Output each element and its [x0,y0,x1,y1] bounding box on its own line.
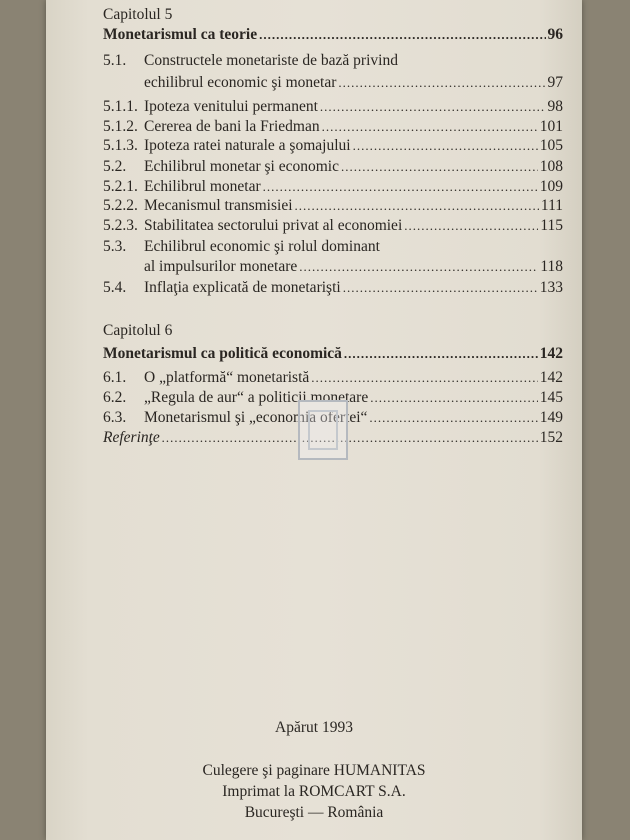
toc-entry-number: 5.2.1. [103,178,138,195]
toc-entry-page: 118 [540,258,563,275]
toc-dot-leader [311,368,537,388]
toc-dot-leader [320,97,546,117]
toc-entry [103,368,563,388]
toc-entry-title: Stabilitatea sectorului privat al economiei [144,217,403,234]
toc-entry [103,278,563,298]
toc-entry-title: Referinţe [103,429,160,446]
toc-entry-title: Inflaţia explicată de monetarişti [144,279,341,296]
toc-entry-number: 5.1.3. [103,137,138,154]
toc-entry-title: Echilibrul monetar [144,178,261,195]
toc-entry [103,237,563,257]
toc-entry-number: 5.1. [103,52,127,69]
toc-entry-title: Ipoteza venitului permanent [144,98,318,115]
imprint-printer: Imprimat la ROMCART S.A. [222,783,406,800]
toc-entry-page: 101 [539,118,563,135]
toc-entry-title: Monetarismul ca teorie [103,26,258,43]
toc-dot-leader [343,278,538,298]
toc-entry-number: 5.1.2. [103,118,138,135]
toc-entry-title: al impulsurilor monetare [144,258,298,275]
toc-entry-page: 133 [539,279,563,296]
toc-dot-leader [341,157,538,177]
toc-entry-page: 98 [547,98,563,115]
toc-dot-leader [162,428,538,448]
toc-entry-page: 115 [540,217,563,234]
toc-dot-leader [322,117,538,137]
toc-entry-number: 5.3. [103,238,127,255]
toc-entry-page: 105 [539,137,563,154]
toc-dot-leader [369,408,537,428]
toc-entry [103,216,563,236]
toc-entry [103,196,563,216]
toc-entry-number: 5.2.3. [103,217,138,234]
toc-entry-page: 111 [540,197,563,214]
toc-chapter-title [103,344,563,364]
toc-entry-page: 142 [539,345,563,362]
toc-dot-leader [263,177,538,197]
toc-entry-page: 152 [539,429,563,446]
toc-entry-number: 6.3. [103,409,127,426]
toc-dot-leader [404,216,538,236]
toc-entry-title: Cererea de bani la Friedman [144,118,320,135]
toc-entry-number: 5.4. [103,279,127,296]
library-sticker [298,400,348,460]
toc-entry-page: 149 [539,409,563,426]
toc-entry-title: Ipoteza ratei naturale a şomajului [144,137,351,154]
toc-entry-title: echilibrul economic şi monetar [144,74,337,91]
toc-entry-page: 96 [547,26,563,43]
toc-entry [103,177,563,197]
toc-entry [103,157,563,177]
toc-entry [103,136,563,156]
toc-dot-leader [259,25,545,45]
toc-entry-title: Echilibrul monetar şi economic [144,158,339,175]
toc-entry-number: 6.1. [103,369,127,386]
toc-dot-leader [353,136,538,156]
toc-dot-leader [344,344,538,364]
toc-chapter-title [103,25,563,45]
toc-entry-number: 5.2.2. [103,197,138,214]
toc-entry-number: 5.2. [103,158,127,175]
toc-entry-page: 108 [539,158,563,175]
toc-entry-title: Mecanismul transmisiei [144,197,293,214]
toc-entry-title: Constructele monetariste de bază privind [144,52,398,69]
toc-entry [103,73,563,93]
toc-entry-title: Echilibrul economic şi rolul dominant [144,238,380,255]
imprint-city: Bucureşti — România [244,804,384,821]
toc-entry-number: 6.2. [103,389,127,406]
toc-entry-title: O „platformă“ monetaristă [144,369,310,386]
imprint-published: Apărut 1993 [275,719,353,736]
toc-entry [103,51,563,71]
toc-dot-leader [299,257,538,277]
toc-entry [103,257,563,277]
toc-dot-leader [295,196,539,216]
book-page [46,0,582,840]
toc-dot-leader [338,73,545,93]
toc-entry-page: 109 [539,178,563,195]
toc-entry [103,97,563,117]
imprint-typesetting: Culegere şi paginare HUMANITAS [202,762,426,779]
toc-entry-title: Monetarismul şi „economia ofertei“ [144,409,368,426]
chapter-6-heading: Capitolul 6 [103,322,173,339]
toc-entry-number: 5.1.1. [103,98,138,115]
toc-entry-page: 145 [539,389,563,406]
toc-entry-page: 142 [539,369,563,386]
chapter-5-heading: Capitolul 5 [103,6,173,23]
toc-entry-title: „Regula de aur“ a politicii monetare [144,389,369,406]
toc-entry-page: 97 [547,74,563,91]
toc-entry-title: Monetarismul ca politică economică [103,345,342,362]
toc-dot-leader [370,388,538,408]
toc-entry [103,117,563,137]
